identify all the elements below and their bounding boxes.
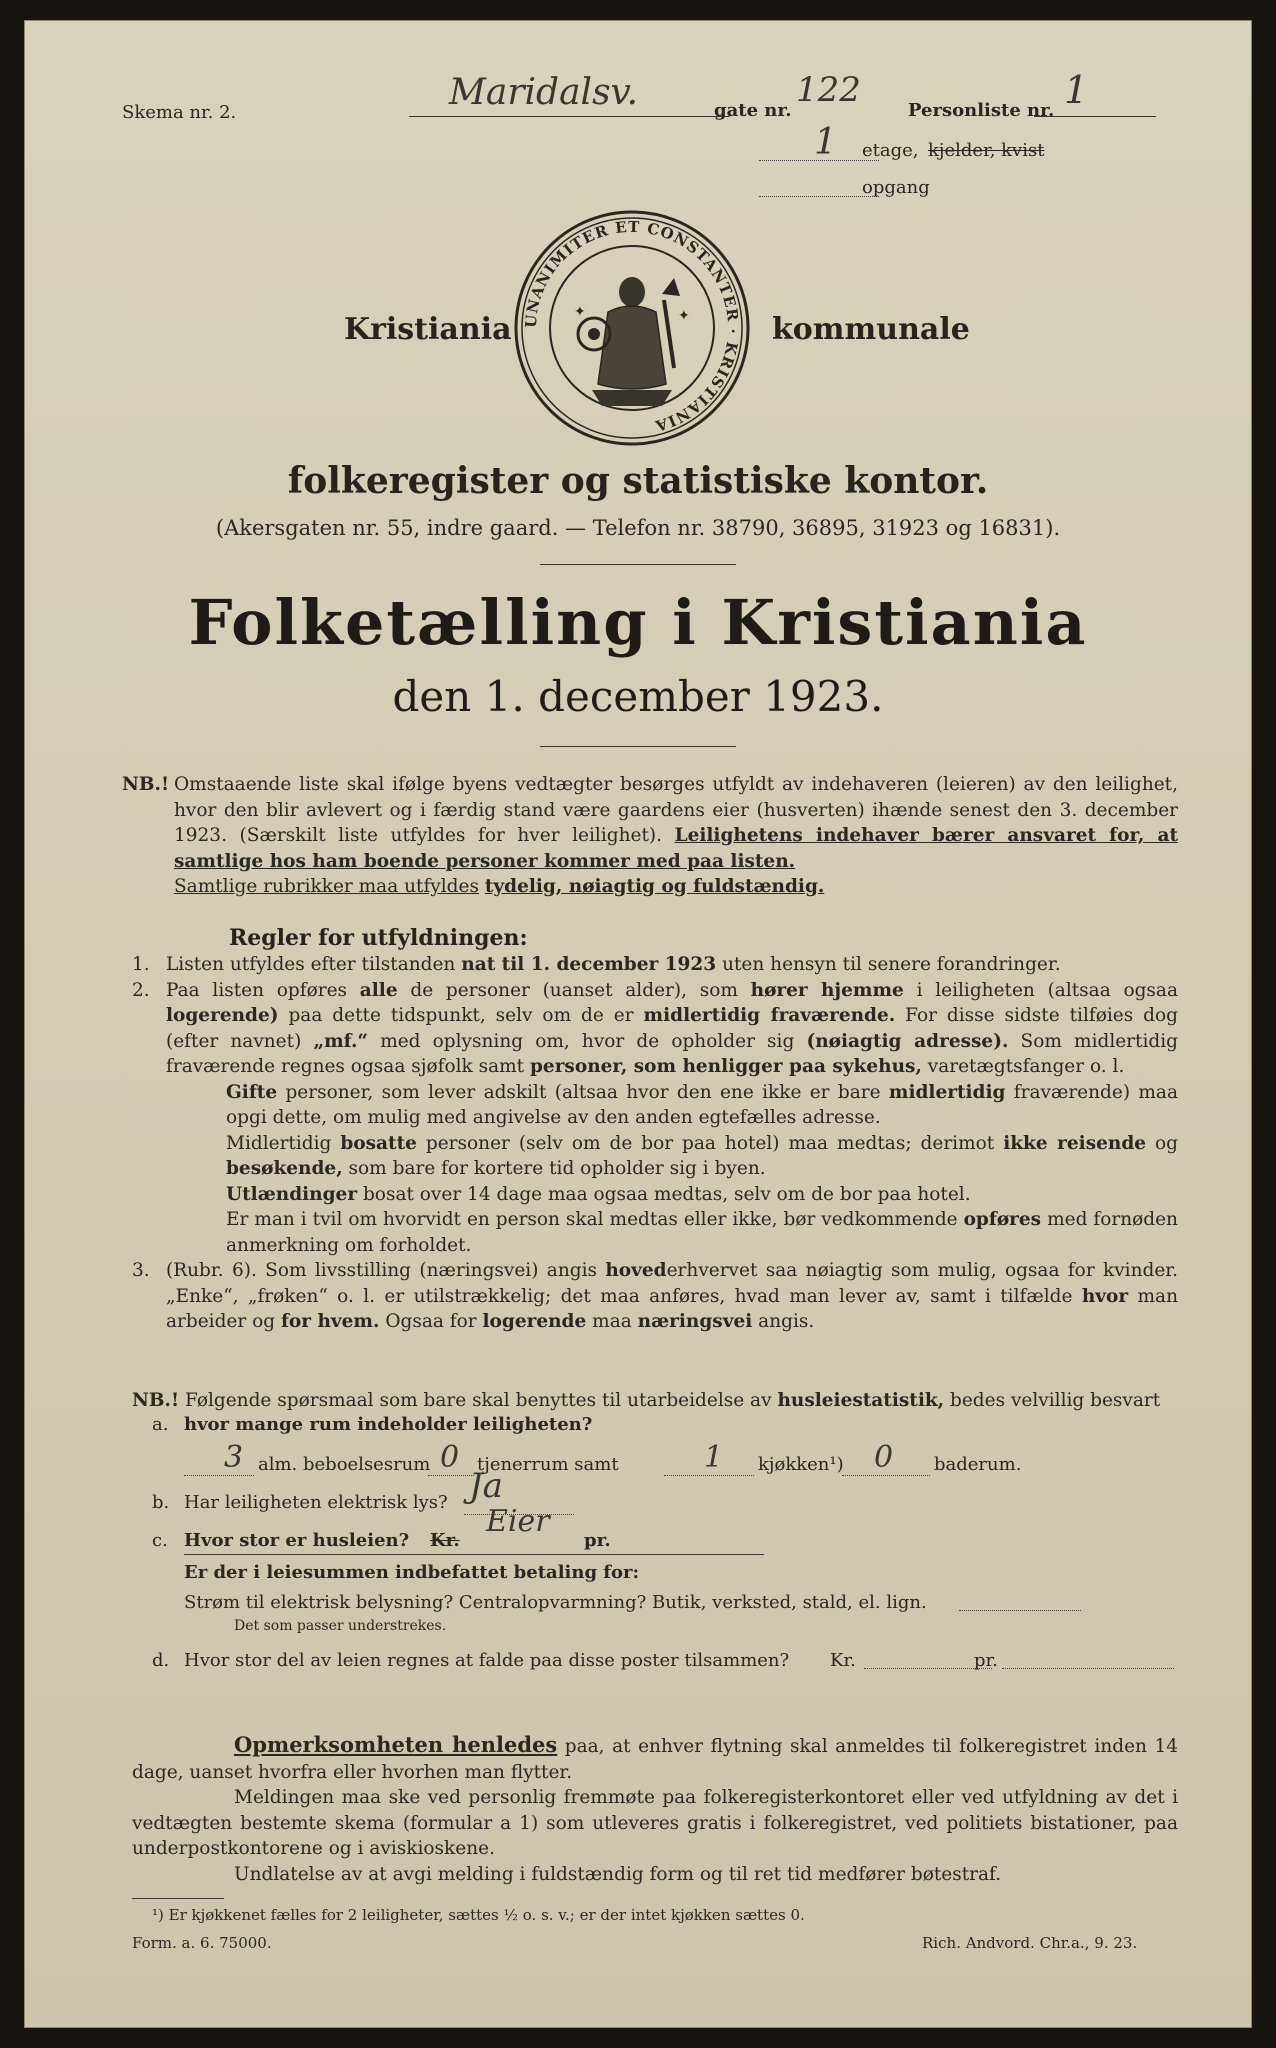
office-address: (Akersgaten nr. 55, indre gaard. — Telefon nr. 38790, 36895, 31923 og 16831). — [215, 516, 1061, 540]
rule-2-t: Midlertidig — [226, 1132, 332, 1154]
floor-handwritten: 1 — [814, 122, 837, 163]
q-c-sub: Er der i leiesummen indbefattet betaling for: — [184, 1562, 640, 1583]
rule-2-number: 2. — [132, 979, 150, 1001]
rule-2-v: personer (selv om de bor paa hotel) maa medtas; derimot — [425, 1132, 995, 1154]
nb1-text2: Samtlige rubrikker maa utfyldes — [174, 876, 479, 897]
q-d-question: Hvor stor del av leien regnes at falde paa disse poster tilsammen? — [184, 1650, 790, 1671]
rule-2-g: paa dette tidspunkt, selv om de er — [288, 1005, 634, 1026]
seal-ring-text: UNANIMITER ET CONSTANTER · KRISTIANIA — [521, 217, 743, 436]
nb1-bold2: tydelig, nøiagtig og fuldstændig. — [484, 876, 825, 897]
q-d-pr: pr. — [974, 1650, 998, 1671]
rule-2-married — [166, 1080, 1178, 1131]
rule-2-r: midlertidig — [888, 1081, 1006, 1103]
rule-2-h: midlertidig fraværende. — [643, 1005, 896, 1026]
rule-2-d: hører hjemme — [750, 979, 904, 1001]
rule-2-foreigners — [166, 1182, 1178, 1208]
svg-text:✦: ✦ — [574, 304, 586, 320]
kitchen-line — [664, 1475, 754, 1476]
servant-rooms-label: tjenerrum samt — [477, 1454, 619, 1475]
city-seal-icon — [512, 208, 752, 448]
rule-2-n: personer, som henligger paa sykehus, — [529, 1056, 922, 1077]
rule-2-q: personer, som lever adskilt (altsaa hvor den ene ikke er bare — [285, 1081, 881, 1103]
rule-3-d: hvor — [1081, 1285, 1129, 1307]
q-c-items: Strøm til elektrisk belysning? Centralopvarmning? Butik, verksted, stald, el. lign. — [184, 1592, 927, 1613]
rule-3-k: angis. — [758, 1311, 815, 1332]
nb1-text1: Omstaaende liste skal ifølge byens vedtægter besørges utfyldt av indehaveren (leieren) av den leilighet, hvor den blir avlevert og i færdig stand være gaardens eier (husverten) ihænde senest den 3. december 1923. (Særskilt liste utfyldes for hver leilighet). — [174, 774, 1178, 846]
rule-3-e: man arbeider og — [166, 1285, 1178, 1332]
q-a-question: hvor mange rum indeholder leiligheten? — [184, 1414, 593, 1435]
bath-line — [842, 1475, 930, 1476]
rules-heading: Regler for utfyldningen: — [229, 925, 528, 951]
census-date: den 1. december 1923. — [392, 672, 884, 721]
rooms-value: 3 — [224, 1440, 244, 1475]
footnote-rule — [132, 1898, 224, 1899]
personliste-number-handwritten: 1 — [1064, 68, 1089, 112]
rule-3-i: maa — [592, 1311, 632, 1332]
q-b-label: b. — [152, 1492, 170, 1513]
opgang-label: opgang — [862, 177, 930, 198]
gate-number-handwritten: 122 — [796, 70, 861, 110]
rule-2-e: i leiligheten (altsaa ogsaa — [916, 979, 1178, 1001]
rule-3-c: erhvervet saa nøiagtig som mulig, ogsaa for kvinder. „Enke“, „frøken“ o. l. er utilstrækkelig; det maa anføres, hvad man lever av, samt i tilfælde — [166, 1260, 1178, 1307]
rule-2-k: med oplysning om, hvor de opholder sig — [380, 1030, 795, 1052]
rule-2-m: Som midlertidig fraværende regnes ogsaa sjøfolk samt — [166, 1030, 1178, 1077]
nb1-paragraph — [174, 772, 1178, 900]
rooms-line — [184, 1475, 254, 1476]
rooms-label: alm. beboelsesrum — [258, 1454, 431, 1475]
q-c-underline — [184, 1554, 764, 1555]
nb2-intro-c: bedes velvillig besvart — [950, 1390, 1161, 1411]
q-c-note: Det som passer understrekes. — [234, 1618, 447, 1634]
nb1-bold1: Leilighetens indehaver bærer ansvaret for, at samtlige hos ham boende personer kommer med paa listen. — [174, 825, 1178, 872]
q-c-kr: Kr. — [430, 1530, 460, 1551]
notice-text3: Undlatelse av at avgi melding i fuldstændig form og til ret tid medfører bøtestraf. — [234, 1863, 1002, 1885]
q-c-items-line — [959, 1610, 1081, 1611]
divider-top — [540, 564, 736, 565]
rule-2-s: fraværende) maa opgi dette, om mulig med angivelse av den anden egtefælles adresse. — [226, 1081, 1178, 1128]
etage-label: etage, — [862, 140, 919, 161]
q-d-kr-line — [864, 1668, 992, 1669]
rule-2-j: „mf.“ — [313, 1030, 369, 1052]
rule-3-b: hoved — [605, 1260, 667, 1281]
street-handwritten: Maridalsv. — [449, 72, 639, 113]
nb2-intro-b: husleiestatistik, — [777, 1390, 945, 1411]
personliste-line — [1034, 116, 1156, 117]
rule-2-c: de personer (uanset alder), som — [410, 979, 738, 1001]
printer-credit: Rich. Andvord. Chr.a., 9. 23. — [922, 1934, 1138, 1952]
rules-list — [132, 952, 1178, 1335]
schema-label: Skema nr. 2. — [122, 102, 237, 123]
personliste-label: Personliste nr. — [908, 100, 1055, 121]
rule-3-number: 3. — [132, 1260, 150, 1281]
rule-3-j: næringsvei — [637, 1311, 753, 1332]
rule-2 — [132, 978, 1178, 1259]
notice-block — [132, 1732, 1178, 1887]
rule-3-a: (Rubr. 6). Som livsstilling (næringsvei) angis — [166, 1260, 597, 1281]
seal-right-word: kommunale — [772, 312, 970, 347]
q-c-question: Hvor stor er husleien? — [184, 1530, 410, 1551]
rule-2-w: ikke reisende — [1003, 1132, 1147, 1154]
svg-text:✦: ✦ — [678, 308, 690, 324]
servant-rooms-value: 0 — [440, 1440, 460, 1475]
rule-2-ae: med fornøden anmerkning om forholdet. — [226, 1209, 1178, 1256]
rule-2-x: og — [1155, 1132, 1179, 1154]
divider-bottom — [540, 746, 736, 747]
floor-dotted-line — [759, 160, 879, 161]
opgang-dotted-line — [759, 196, 879, 197]
rule-1-number: 1. — [132, 954, 150, 975]
gate-label: gate nr. — [714, 100, 792, 121]
q-d-label: d. — [152, 1650, 170, 1671]
q-b-answer: Ja — [469, 1466, 503, 1506]
nb1-label: NB.! — [122, 774, 170, 795]
rule-3-f: for hvem. — [280, 1311, 380, 1332]
rule-2-ac: Er man i tvil om hvorvidt en person skal medtas eller ikke, bør vedkommende — [226, 1209, 958, 1230]
rule-3 — [132, 1258, 1178, 1335]
nb2-intro-a: Følgende spørsmaal som bare skal benyttes til utarbeidelse av — [185, 1390, 772, 1411]
nb2-label: NB.! — [132, 1390, 180, 1411]
rule-2-ad: opføres — [963, 1209, 1042, 1230]
q-b-question: Har leiligheten elektrisk lys? — [184, 1492, 448, 1513]
rule-2-b: alle — [359, 979, 398, 1001]
rule-3-h: logerende — [482, 1311, 587, 1332]
rule-3-g: Ogsaa for — [385, 1311, 477, 1332]
notice-text2: Meldingen maa ske ved personlig fremmøte paa folkeregisterkontoret eller ved utfyldning av det i vedtægten bestemte skema (formular a 1) som utleveres gratis i folkeregistret, ved politiets bistationer, paa underpostkontorene og i aviskioskene. — [132, 1787, 1178, 1859]
bath-label: baderum. — [934, 1454, 1022, 1475]
q-c-label: c. — [152, 1530, 168, 1551]
rule-1 — [132, 952, 1178, 978]
rule-2-f: logerende) — [166, 1005, 279, 1026]
q-a-label: a. — [152, 1414, 169, 1435]
bath-value: 0 — [874, 1440, 894, 1475]
seal-left-word: Kristiania — [344, 312, 512, 347]
street-line — [409, 116, 729, 117]
footnote: ¹) Er kjøkkenet fælles for 2 leiligheter, sættes ½ o. s. v.; er der intet kjøkken sættes 0. — [152, 1906, 805, 1924]
rule-2-aa: Utlændinger — [226, 1183, 358, 1205]
q-d-pr-line — [1002, 1668, 1174, 1669]
rule-2-doubt — [166, 1207, 1178, 1258]
rule-2-temporary — [166, 1131, 1178, 1182]
rule-1-bold: nat til 1. december 1923 — [461, 954, 717, 975]
servant-line — [428, 1475, 474, 1476]
nb2-intro — [132, 1388, 1178, 1414]
census-form-sheet — [24, 20, 1252, 2028]
rule-2-l: (nøiagtig adresse). — [806, 1030, 1009, 1052]
notice-text1: paa, at enhver flytning skal anmeldes til folkeregistret inden 14 dage, uanset hvorfra eller hvorhen man flytter. — [132, 1736, 1179, 1783]
rule-1-text-a: Listen utfyldes efter tilstanden — [166, 954, 456, 975]
kitchen-value: 1 — [704, 1440, 724, 1475]
notice-heading: Opmerksomheten henledes — [234, 1732, 558, 1757]
rule-2-u: bosatte — [340, 1132, 417, 1154]
rule-1-text-c: uten hensyn til senere forandringer. — [722, 954, 1061, 975]
kitchen-label: kjøkken¹) — [758, 1454, 844, 1475]
etage-struck: kjelder, kvist — [928, 140, 1045, 161]
rule-2-ab: bosat over 14 dage maa ogsaa medtas, selv om de bor paa hotel. — [362, 1183, 971, 1205]
rule-2-o: varetægtsfanger o. l. — [927, 1056, 1125, 1077]
q-d-kr: Kr. — [830, 1650, 856, 1671]
office-name: folkeregister og statistiske kontor. — [287, 460, 989, 502]
rule-2-a: Paa listen opføres — [166, 979, 348, 1001]
census-title: Folketælling i Kristiania — [188, 586, 1088, 659]
rule-2-p: Gifte — [226, 1081, 278, 1103]
rule-2-i: For disse sidste tilføies dog (efter navnet) — [166, 1005, 1178, 1052]
rule-2-y: besøkende, — [226, 1158, 343, 1179]
q-c-answer: Eier — [486, 1504, 550, 1539]
rule-2-z: som bare for kortere tid opholder sig i byen. — [348, 1158, 766, 1179]
form-number: Form. a. 6. 75000. — [132, 1934, 272, 1952]
q-c-pr: pr. — [584, 1530, 611, 1551]
